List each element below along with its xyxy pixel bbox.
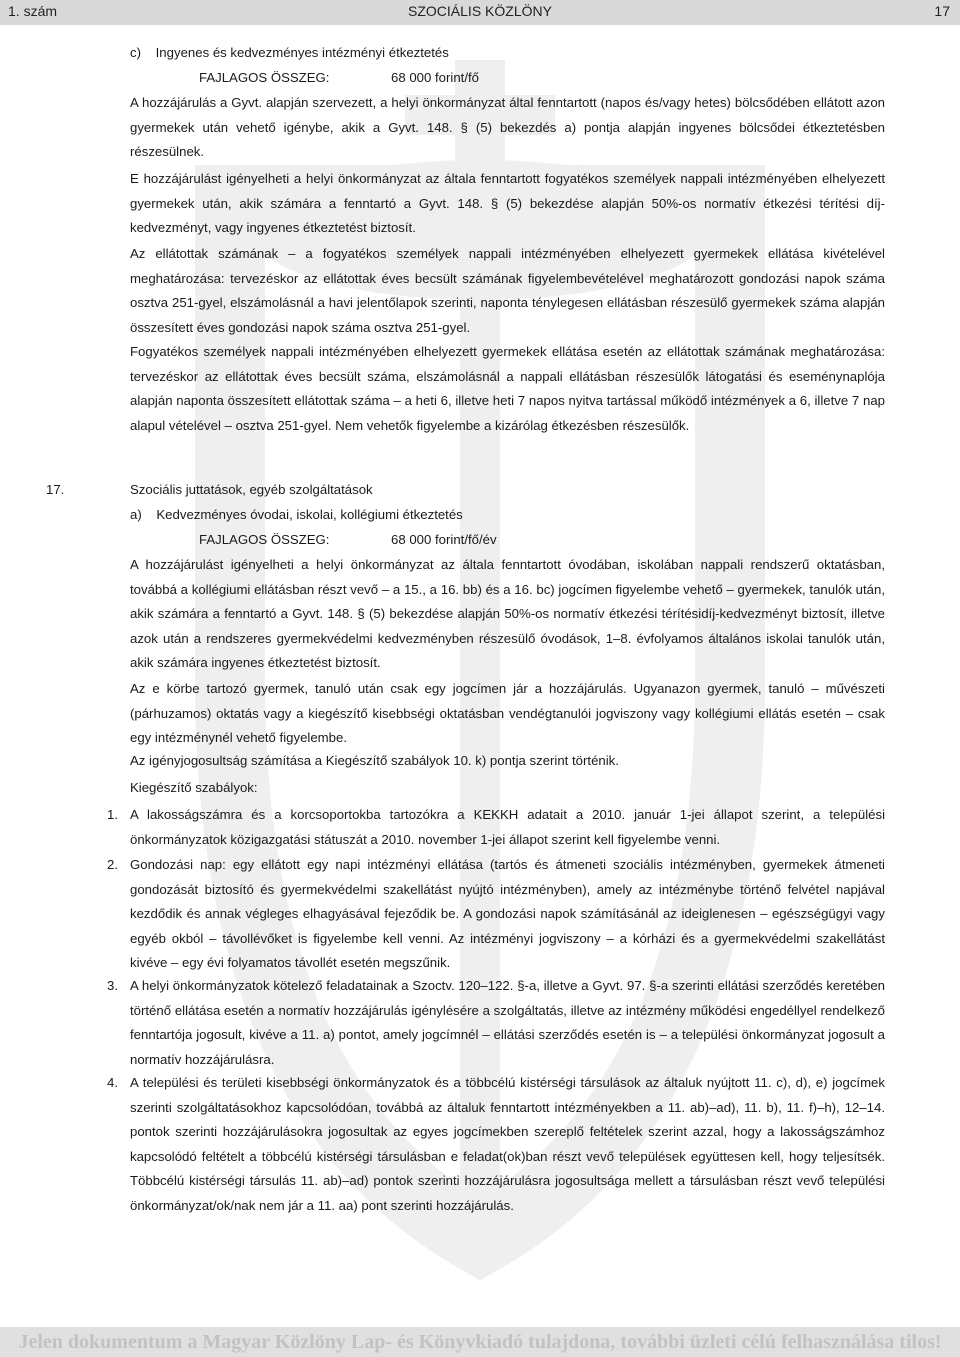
section-c-paragraph-1: A hozzájárulás a Gyvt. alapján szervezett, a helyi önkormányzat által fenntartott (napos és/vagy hetes) bölcsődében ellátott azon gyermekek után vehető igénybe, akik a Gyvt. 148. § (5) bekezdés a) pontja alapján ingyenes bölcsődei étkeztetésben részesülnek. (130, 95, 885, 159)
rule-text: A lakosságszámra és a korcsoportokba tartozókra a KEKKH adatait a 2010. január 1-jei állapot szerint, a települési önkormányzatok közigazgatási státuszát a 2010. november 1-jei állapot szerint kell figyelembe venni. (130, 807, 885, 847)
section-c-paragraph-3: Az ellátottak számának – a fogyatékos személyek nappali intézményében elhelyezett gyermekek ellátása kivételével meghatározása: tervezéskor az ellátottak éves becsült számának figyelembevételével meghatározott gondozási napok száma osztva 251-gyel, elszámolásnál a havi jelentőlapok szerinti, naponta ténylegesen ellátásban részesülő gyermekek száma alapján összesített éves gondozási napok száma osztva 251-gyel. (130, 246, 885, 335)
rule-number: 4. (107, 1075, 118, 1090)
section-17-paragraph-2: Az e körbe tartozó gyermek, tanuló után csak egy jogcímen jár a hozzájárulás. Ugyanazon gyermek, tanuló – művészeti (párhuzamos) oktatás vagy a kiegészítő kisebbségi oktatásban vendégtanulói jogviszony vagy kollégiumi ellátás esetén – csak egy intézménynél vehető figyelembe. (130, 681, 885, 745)
journal-title: SZOCIÁLIS KÖZLÖNY (408, 3, 552, 19)
copyright-footer: Jelen dokumentum a Magyar Közlöny Lap- és Könyvkiadó tulajdona, további üzleti célú felhasználása tilos! (0, 1327, 960, 1357)
section-17-title: Szociális juttatások, egyéb szolgáltatások (130, 482, 373, 497)
rule-number: 3. (107, 978, 118, 993)
section-17-paragraph-3: Az igényjogosultság számítása a Kiegészítő szabályok 10. k) pontja szerint történik. (130, 753, 619, 768)
fajlagos-value-17: 68 000 forint/fő/év (391, 532, 497, 547)
rule-number: 2. (107, 857, 118, 872)
fajlagos-label: FAJLAGOS ÖSSZEG: (199, 70, 330, 85)
page-number: 17 (934, 3, 950, 19)
section-17-subheading-a: a) Kedvezményes óvodai, iskolai, kollégiumi étkeztetés (130, 507, 463, 522)
section-17-paragraph-1: A hozzájárulást igényelheti a helyi önkormányzat az általa fenntartott óvodában, iskolában nappali rendszerű oktatásban, továbbá a kollégiumi ellátásban részt vevő – a 15., a 16. bb) és a 16. bc) jogcímen figyelembe vehető – gyermekek, tanulók után, akik számára a fenntartó a Gyvt. 148. § (5) bekezdése alapján 50%-os normatív étkezési térítésidíj-kedvezményt biztosít, illetve azok után a rendszeres gyermekvédelmi kedvezményben részesülő óvodások, 1–8. évfolyamos általános iskolai tanulók után, akik számára ingyenes étkeztetést biztosít. (130, 557, 885, 670)
issue-number: 1. szám (8, 3, 58, 19)
section-17-number: 17. (46, 482, 65, 497)
page-header (0, 0, 960, 25)
section-c-paragraph-2: E hozzájárulást igényelheti a helyi önkormányzat az általa fenntartott fogyatékos személyek nappali intézményében elhelyezett gyermekek után, akik számára a fenntartó a Gyvt. 148. § (5) bekezdése alapján 50%-os normatív étkezési térítési díj-kedvezményt, vagy ingyenes étkeztetést biztosít. (130, 171, 885, 235)
rule-text: A települési és területi kisebbségi önkormányzatok és a többcélú kistérségi társulások az általuk nyújtott 11. c), d), e) jogcímek szerinti szolgáltatásokhoz kapcsolódóan, továbbá az általuk fenntartott intézményekben a 11. ab)–ad), 11. b), 11. f)–h), 12–14. pontok szerinti hozzájárulásokra jogosultak az egyes jogcímekben szereplő feltételek szerint azzal, hogy a lakosságszámhoz kapcsolódó feltételt a többcélú kistérségi társulásban e feladat(ok)ban részt vevő települések együttesen kell, hogy teljesítsék. Többcélú kistérségi társulás 11. ab)–ad) pontok szerinti hozzájárulásra jogosultsága mellett a társulásban részt vevő települési önkormányzat/ok/nak nem jár a 11. aa) pont szerinti hozzájárulás. (130, 1075, 885, 1213)
rule-text: A helyi önkormányzatok kötelező feladatainak a Szoctv. 120–122. §-a, illetve a Gyvt. 97. §-a szerinti ellátási szerződés keretében történő ellátása esetén a normatív hozzájárulás igénylésére a szolgáltatás, illetve az intézmény működési engedéllyel rendelkező fenntartója jogosult, kivéve a 11. a) pontot, amely jogcímnél – ellátási szerződés esetén is – a települési önkormányzat jogosult a normatív hozzájárulásra. (130, 978, 885, 1067)
section-c-paragraph-4: Fogyatékos személyek nappali intézményében elhelyezett gyermekek ellátása esetén az ellátottak számának meghatározása: tervezéskor az ellátottak éves becsült száma, elszámolásnál a nappali ellátásban részesülők látogatási és eseménynaplója alapján naponta összesített ellátottak száma – a heti 6, illetve heti 7 napos nyitva tartással működő intézmények a 6, illetve 7 nap alapul vételével – osztva 251-gyel. Nem vehetők figyelembe a kizárólag étkezésben részesülők. (130, 344, 885, 433)
rule-text: Gondozási nap: egy ellátott egy napi intézményi ellátása (tartós és átmeneti szociális intézményben, gyermekek átmeneti gondozását biztosító és gyermekvédelmi szakellátást nyújtó intézményben), amely az intézménybe történő felvétel napjával kezdődik és annak végleges elhagyásával fejeződik be. A gondozási napok számításánál az ideiglenesen – egészségügyi vagy egyéb okból – távollévőket is figyelembe kell venni. Az intézményi jogviszony – a kórházi és a gyermekvédelmi szakellátást kivéve – egy évi folyamatos távollét esetén megszűnik. (130, 857, 885, 970)
rule-number: 1. (107, 807, 118, 822)
supplementary-rules-heading: Kiegészítő szabályok: (130, 780, 258, 795)
section-c-heading: c) Ingyenes és kedvezményes intézményi étkeztetés (130, 45, 449, 60)
fajlagos-value: 68 000 forint/fő (391, 70, 479, 85)
fajlagos-label-17: FAJLAGOS ÖSSZEG: (199, 532, 330, 547)
